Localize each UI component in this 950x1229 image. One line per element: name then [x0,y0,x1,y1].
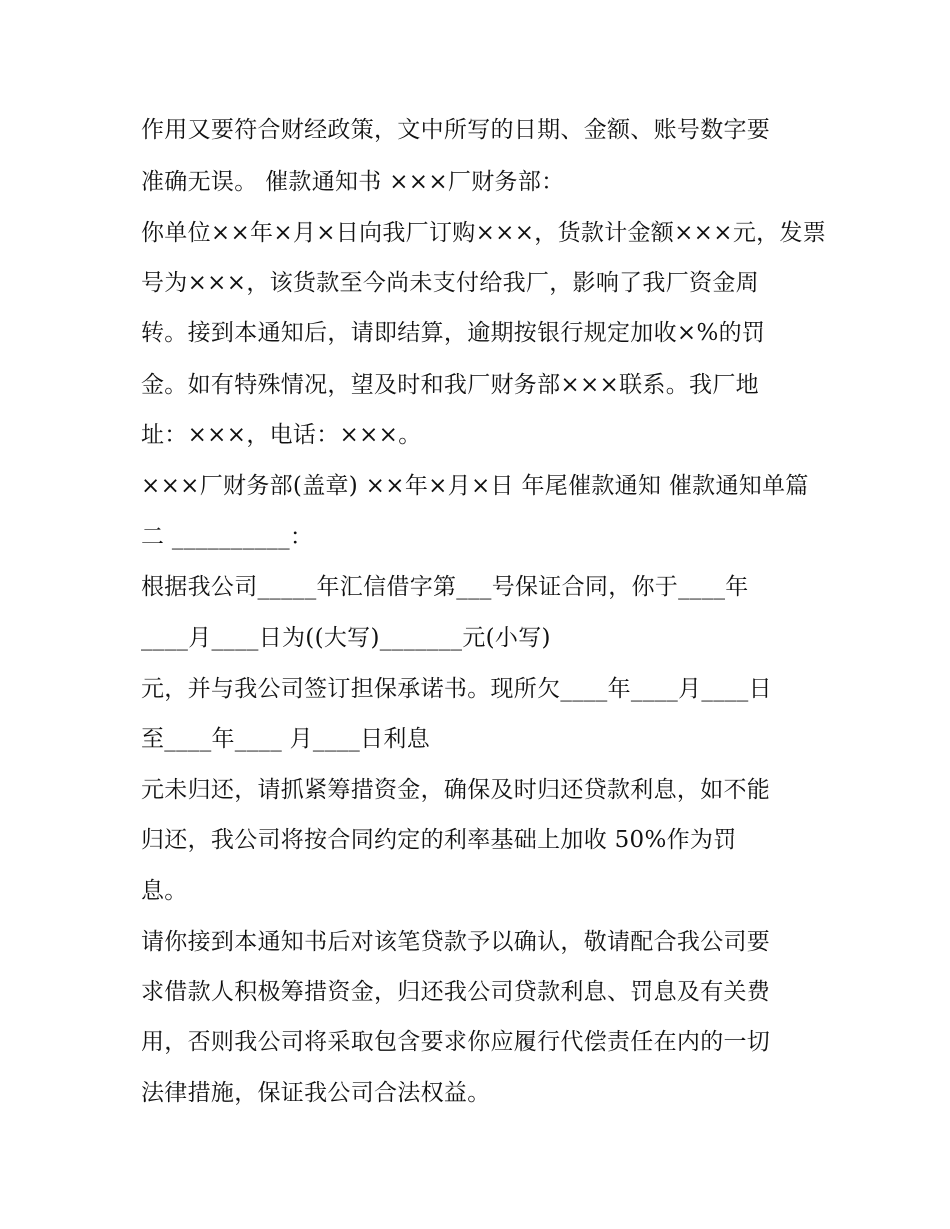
text-line: 作用又要符合财经政策，文中所写的日期、金额、账号数字要 [141,117,771,143]
text-line: 求借款人积极筹措资金，归还我公司贷款利息、罚息及有关费 [141,979,771,1005]
text-line: 号为×××，该货款至今尚未支付给我厂，影响了我厂资金周 [141,270,759,296]
text-line: 归还，我公司将按合同约定的利率基础上加收 50%作为罚 [141,827,737,853]
text-line: 用，否则我公司将采取包含要求你应履行代偿责任在内的一切 [141,1029,771,1055]
text-line: 转。接到本通知后，请即结算，逾期按银行规定加收×%的罚 [141,320,766,346]
text-line: 金。如有特殊情况，望及时和我厂财务部×××联系。我厂地 [141,372,759,398]
text-line: 根据我公司_____年汇信借字第___号保证合同，你于____年 [141,574,749,600]
text-line: ×××厂财务部(盖章) ××年×月×日 年尾催款通知 催款通知单篇 [141,473,809,499]
text-line: 息。 [141,878,188,904]
text-line: 法律措施，保证我公司合法权益。 [141,1080,491,1106]
text-line: ____月____日为((大写)_______元(小写) [141,625,551,651]
text-line: 元，并与我公司签订担保承诺书。现所欠____年____月____日 [141,676,772,702]
text-line: 址：×××，电话：×××。 [141,422,422,448]
text-line: 你单位××年×月×日向我厂订购×××，货款计金额×××元，发票 [141,220,827,246]
text-line: 请你接到本通知书后对该笔贷款予以确认，敬请配合我公司要 [141,929,771,955]
text-line: 元未归还，请抓紧筹措资金，确保及时归还贷款利息，如不能 [141,777,771,803]
text-line: 至____年____ 月____日利息 [141,726,431,752]
text-line: 二 __________： [141,524,314,550]
text-line: 准确无误。 催款通知书 ×××厂财务部： [141,169,565,195]
